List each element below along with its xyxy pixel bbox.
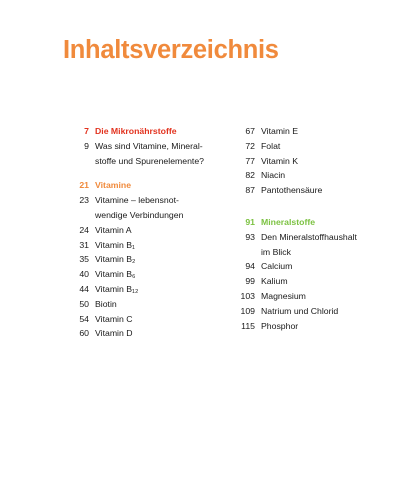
toc-entry-title: Phosphor (261, 320, 299, 331)
toc-entry-title: im Blick (261, 246, 291, 257)
toc-entry-title: Niacin (261, 170, 286, 181)
toc-page-number: 82 (245, 170, 255, 181)
toc-entry[interactable] (229, 259, 357, 274)
toc-entry-continuation (229, 245, 357, 260)
toc-entry[interactable] (229, 289, 357, 304)
toc-entry[interactable] (63, 238, 204, 253)
toc-chapter-title: Mineralstoffe (261, 216, 316, 227)
toc-entry-title: Vitamin B₆ (95, 269, 136, 280)
toc-entry-title: Folat (261, 140, 281, 151)
toc-entry-title: Vitamin K (261, 155, 299, 166)
toc-entry-continuation (63, 154, 204, 169)
toc-page-number: 109 (240, 305, 255, 316)
toc-entry-continuation (63, 208, 204, 223)
toc-chapter[interactable] (229, 215, 357, 230)
toc-page-number: 91 (245, 216, 255, 227)
toc-entry[interactable] (63, 252, 204, 267)
toc-page-number: 72 (245, 140, 255, 151)
toc-page-number: 21 (79, 180, 89, 191)
toc-page-number: 60 (79, 328, 89, 339)
toc-page-number: 23 (79, 195, 89, 206)
toc-entry-title: Pantothensäure (261, 185, 323, 196)
toc-entry-title: Was sind Vitamine, Mineral- (95, 140, 203, 151)
toc-entry-title: Kalium (261, 276, 288, 287)
toc-page-number: 24 (79, 224, 89, 235)
toc-chapter[interactable] (63, 124, 204, 139)
toc-page-number: 99 (245, 276, 255, 287)
toc-entry[interactable] (229, 183, 357, 198)
toc-entry-title: Vitamin A (95, 224, 132, 235)
toc-page-number: 9 (84, 140, 89, 151)
toc-chapter[interactable] (63, 178, 204, 193)
toc-page-number: 54 (79, 313, 89, 324)
page-title: Inhaltsverzeichnis (63, 36, 279, 64)
toc-page-number: 87 (245, 185, 255, 196)
toc-entry-title: Vitamin B₂ (95, 254, 136, 265)
toc-entry[interactable] (229, 319, 357, 334)
toc-chapter-title: Die Mikronährstoffe (95, 126, 177, 136)
toc-page-number: 115 (241, 320, 255, 331)
toc-page-number: 44 (79, 283, 89, 294)
toc-entry-title: Biotin (95, 298, 117, 309)
toc-column-left (63, 124, 204, 341)
toc-chapter-title: Vitamine (95, 180, 132, 191)
toc-page-number: 40 (79, 269, 89, 280)
toc-entry[interactable] (229, 230, 357, 245)
toc-page-number: 93 (245, 231, 255, 242)
toc-entry-title: stoffe und Spurenelemente? (95, 155, 204, 166)
toc-page-number: 50 (79, 298, 89, 309)
toc-page-number: 31 (79, 239, 89, 250)
toc-entry-title: Calcium (261, 261, 293, 272)
toc-column-right (229, 124, 357, 333)
toc-entry[interactable] (63, 193, 204, 208)
toc-entry-title: Den Mineralstoffhaushalt (261, 231, 357, 242)
toc-entry[interactable] (63, 297, 204, 312)
toc-page-number: 67 (245, 126, 255, 136)
toc-entry[interactable] (63, 267, 204, 282)
toc-entry[interactable] (229, 274, 357, 289)
toc-entry-title: Vitamin D (95, 328, 133, 339)
toc-entry[interactable] (63, 139, 204, 154)
toc-entry-title: Vitamin C (95, 313, 133, 324)
toc-entry[interactable] (63, 282, 204, 297)
toc-entry[interactable] (63, 223, 204, 238)
toc-entry[interactable] (229, 168, 357, 183)
toc-entry[interactable] (229, 139, 357, 154)
toc-entry-title: Natrium und Chlorid (261, 305, 339, 316)
toc-entry[interactable] (229, 154, 357, 169)
toc-entry[interactable] (63, 312, 204, 327)
toc-entry[interactable] (229, 124, 357, 139)
toc-page-number: 103 (240, 290, 255, 301)
toc-entry-title: Magnesium (261, 290, 306, 301)
toc-entry-title: Vitamin B₁ (95, 239, 135, 250)
toc-entry-title: Vitamin B₁₂ (95, 283, 139, 294)
toc-entry-title: wendige Verbindungen (95, 209, 184, 220)
toc-page-number: 94 (245, 261, 255, 272)
toc-page-number: 35 (79, 254, 89, 265)
toc-page-number: 7 (84, 126, 89, 136)
toc-entry[interactable] (229, 304, 357, 319)
toc-entry[interactable] (63, 326, 204, 341)
toc-entry-title: Vitamin E (261, 126, 299, 136)
toc-page-number: 77 (245, 155, 255, 166)
toc-entry-title: Vitamine – lebensnot- (95, 195, 179, 206)
